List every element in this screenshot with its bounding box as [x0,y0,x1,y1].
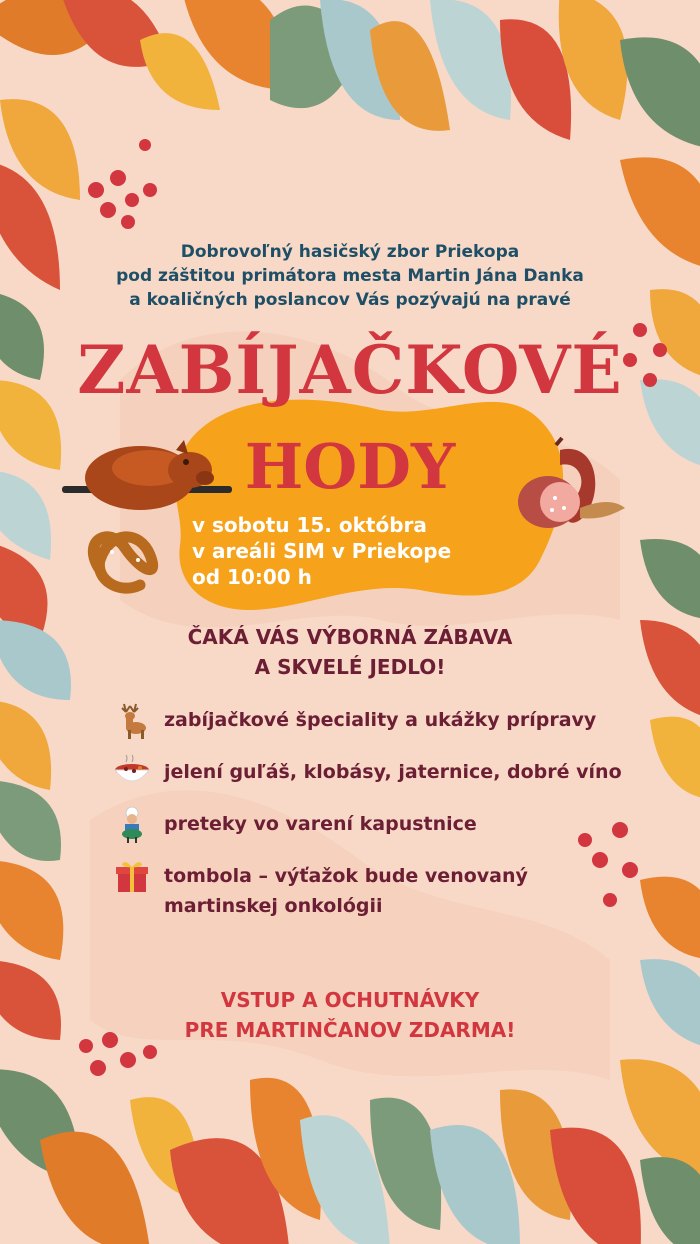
expect-heading [0,622,700,682]
intro-text [0,240,700,312]
program-item-label: zabíjačkové špeciality a ukážky prípravy [164,709,597,731]
event-title-line-2: HODY [244,430,456,503]
program-item [112,752,632,792]
gift-icon [112,856,152,896]
deer-icon [112,700,152,740]
intro-line-2: pod záštitou primátora mesta Martin Jána Danka [116,266,584,286]
program-item [112,804,632,844]
intro-line-1: Dobrovoľný hasičský zbor Priekopa [180,242,520,262]
program-item-line-1: tombola – výťažok bude venovaný [164,865,528,887]
free-entry-line-1: VSTUP A OCHUTNÁVKY [220,988,480,1012]
program-item [112,700,632,740]
program-item-label: preteky vo varení kapustnice [164,813,477,835]
event-date: v sobotu 15. októbra [192,513,427,537]
program-item-label: jelení guľáš, klobásy, jaternice, dobré víno [164,761,622,783]
goulash-bowl-icon [112,752,152,792]
event-place: v areáli SIM v Priekope [192,539,452,563]
program-item-line-2: martinskej onkológii [164,895,383,917]
chef-grill-icon [112,804,152,844]
expect-line-2: A SKVELÉ JEDLO! [254,655,446,679]
program-item-label [164,856,528,921]
intro-line-3: a koaličných poslancov Vás pozývajú na pravé [129,290,571,310]
free-entry-note [0,985,700,1045]
program-list [112,700,632,921]
event-details [192,512,451,590]
event-title-line-1: ZABÍJAČKOVÉ [77,331,623,409]
program-item [112,856,632,921]
event-time: od 10:00 h [192,565,312,589]
expect-line-1: ČAKÁ VÁS VÝBORNÁ ZÁBAVA [187,625,513,649]
free-entry-line-2: PRE MARTINČANOV ZDARMA! [184,1018,516,1042]
